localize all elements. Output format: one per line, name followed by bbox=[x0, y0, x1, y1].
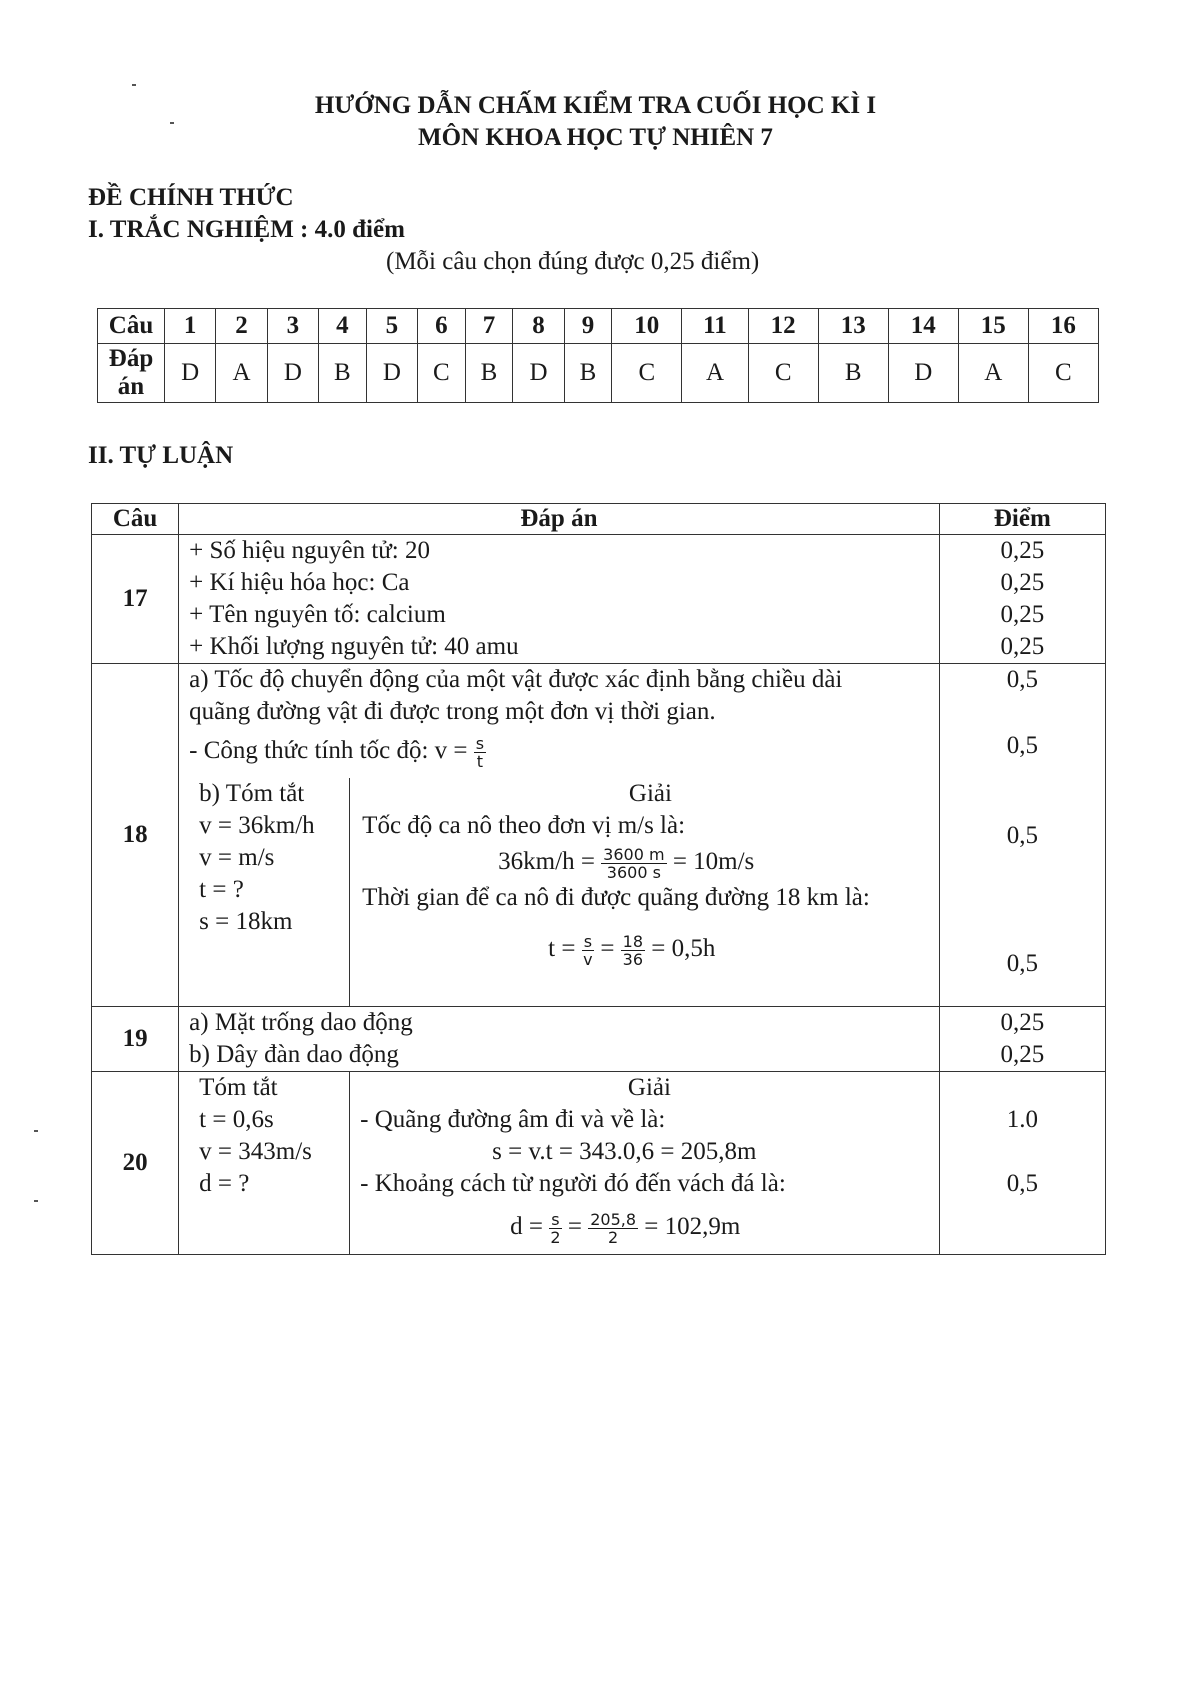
mcq-answer: A bbox=[682, 344, 748, 403]
mcq-answer: C bbox=[748, 344, 818, 403]
point-value: 0,5 bbox=[1006, 732, 1038, 759]
point-value: 0,5 bbox=[1006, 822, 1038, 849]
solution-title: Giải bbox=[627, 1074, 671, 1101]
equation-right: = 10m/s bbox=[672, 848, 755, 875]
points-cell-20 bbox=[939, 1072, 1105, 1255]
question-number: 17 bbox=[92, 535, 179, 664]
mcq-question-number: 7 bbox=[465, 309, 513, 344]
fraction-numerator: 205,8 bbox=[590, 1209, 637, 1229]
mcq-question-number: 10 bbox=[612, 309, 682, 344]
equation-left: d = bbox=[510, 1213, 544, 1240]
solution-title: Giải bbox=[628, 780, 672, 807]
mcq-question-number: 1 bbox=[165, 309, 216, 344]
equation-right: = 0,5h bbox=[651, 935, 716, 962]
equation-left: 36km/h = bbox=[498, 848, 595, 875]
q20-solution-layout bbox=[179, 1072, 939, 1254]
essay-row-20 bbox=[92, 1072, 1106, 1255]
equation-fraction bbox=[621, 933, 645, 968]
mcq-answer: D bbox=[267, 344, 318, 403]
answer-line: + Tên nguyên tố: calcium bbox=[189, 601, 446, 628]
equation-fraction bbox=[601, 846, 666, 881]
q20-summary bbox=[179, 1072, 350, 1254]
answer-line: + Số hiệu nguyên tử: 20 bbox=[189, 537, 431, 564]
summary-line: b) Tóm tắt bbox=[199, 780, 305, 807]
fraction-numerator: s bbox=[475, 733, 485, 753]
fraction-denominator: 3600 s bbox=[606, 862, 661, 882]
solution-line: Thời gian để ca nô đi được quãng đường 18 km là: bbox=[362, 884, 870, 911]
fraction-numerator: s bbox=[583, 931, 593, 951]
point-value: 0,25 bbox=[1000, 1041, 1045, 1068]
part1-heading: I. TRẮC NGHIỆM : 4.0 điểm bbox=[88, 216, 405, 243]
mcq-question-number: 15 bbox=[958, 309, 1028, 344]
fraction-denominator: 2 bbox=[608, 1227, 619, 1247]
solution-line: - Khoảng cách từ người đó đến vách đá là: bbox=[360, 1170, 786, 1197]
answer-line: a) Tốc độ chuyển động của một vật được xác định bằng chiều dài bbox=[189, 666, 843, 693]
mcq-question-number: 14 bbox=[888, 309, 958, 344]
mcq-answer: B bbox=[564, 344, 612, 403]
fraction-numerator: s bbox=[551, 1209, 560, 1229]
point-value: 0,25 bbox=[1000, 601, 1045, 628]
answer-line: quãng đường vật đi được trong một đơn vị thời gian. bbox=[189, 698, 716, 725]
essay-row-19 bbox=[92, 1007, 1106, 1072]
scan-speck bbox=[34, 1130, 38, 1132]
point-value: 0,5 bbox=[1006, 950, 1038, 977]
point-value: 1.0 bbox=[1006, 1106, 1038, 1133]
official-label: ĐỀ CHÍNH THỨC bbox=[88, 184, 294, 211]
part2-heading: II. TỰ LUẬN bbox=[88, 442, 234, 469]
mcq-question-number: 5 bbox=[366, 309, 417, 344]
part1-note: (Mỗi câu chọn đúng được 0,25 điểm) bbox=[386, 248, 760, 275]
equation-left: t = bbox=[548, 935, 576, 962]
equation-fraction bbox=[588, 1211, 638, 1246]
mcq-answer: D bbox=[888, 344, 958, 403]
solution-equation bbox=[360, 1200, 939, 1254]
points-cell-18 bbox=[939, 664, 1105, 1007]
q18-solution bbox=[350, 778, 939, 1006]
q18-summary bbox=[179, 778, 350, 1006]
question-number: 20 bbox=[92, 1072, 179, 1255]
col-answer-header: Đáp án bbox=[179, 504, 940, 535]
col-points-header: Điểm bbox=[939, 504, 1105, 535]
answer-cell-18 bbox=[179, 664, 940, 1007]
mcq-answer: C bbox=[612, 344, 682, 403]
summary-line: t = ? bbox=[199, 876, 244, 903]
solution-equation: s = v.t = 343.0,6 = 205,8m bbox=[492, 1138, 757, 1165]
solution-equation bbox=[362, 914, 939, 984]
doc-title-line2: MÔN KHOA HỌC TỰ NHIÊN 7 bbox=[418, 124, 773, 151]
solution-line: Tốc độ ca nô theo đơn vị m/s là: bbox=[362, 812, 686, 839]
fraction-numerator: 18 bbox=[622, 931, 644, 951]
scan-speck bbox=[132, 84, 136, 86]
mcq-question-number: 16 bbox=[1028, 309, 1098, 344]
answer-line: + Kí hiệu hóa học: Ca bbox=[189, 569, 410, 596]
mcq-question-number: 9 bbox=[564, 309, 612, 344]
speed-formula bbox=[189, 728, 939, 774]
mcq-question-number: 4 bbox=[319, 309, 367, 344]
fraction-denominator: 36 bbox=[622, 949, 644, 969]
mcq-row-label-answer bbox=[98, 344, 165, 403]
answer-cell-20 bbox=[179, 1072, 940, 1255]
points-cell-19 bbox=[939, 1007, 1105, 1072]
col-question-header: Câu bbox=[92, 504, 179, 535]
fraction-denominator: 2 bbox=[550, 1227, 561, 1247]
mcq-answer: B bbox=[818, 344, 888, 403]
question-number: 19 bbox=[92, 1007, 179, 1072]
mcq-answer: C bbox=[1028, 344, 1098, 403]
solution-line: - Quãng đường âm đi và về là: bbox=[360, 1106, 666, 1133]
mcq-answer: D bbox=[513, 344, 564, 403]
answer-cell-17 bbox=[179, 535, 940, 664]
mcq-question-number: 12 bbox=[748, 309, 818, 344]
point-value: 0,25 bbox=[1000, 1009, 1045, 1036]
point-value: 0,25 bbox=[1000, 537, 1045, 564]
question-number: 18 bbox=[92, 664, 179, 1007]
point-value: 0,25 bbox=[1000, 633, 1045, 660]
answer-line: b) Dây đàn dao động bbox=[189, 1041, 399, 1068]
mcq-answer: A bbox=[958, 344, 1028, 403]
point-value: 0,25 bbox=[1000, 569, 1045, 596]
mcq-answer: D bbox=[165, 344, 216, 403]
mcq-answer: B bbox=[319, 344, 367, 403]
fraction-numerator: 3600 m bbox=[603, 844, 665, 864]
equation-right: = 102,9m bbox=[644, 1213, 741, 1240]
mcq-answer: C bbox=[418, 344, 466, 403]
mcq-row-label-answer-line1: Đáp bbox=[108, 345, 154, 372]
mcq-question-number: 3 bbox=[267, 309, 318, 344]
essay-header-row bbox=[92, 504, 1106, 535]
mcq-answer-row bbox=[98, 344, 1099, 403]
summary-line: t = 0,6s bbox=[199, 1106, 274, 1133]
equation-fraction bbox=[582, 933, 594, 968]
fraction-denominator: v bbox=[583, 949, 593, 969]
mcq-question-number: 11 bbox=[682, 309, 748, 344]
summary-line: s = 18km bbox=[199, 908, 293, 935]
summary-line: v = 36km/h bbox=[199, 812, 315, 839]
equation-equals: = bbox=[600, 935, 615, 962]
essay-row-17 bbox=[92, 535, 1106, 664]
equation-equals: = bbox=[567, 1213, 582, 1240]
summary-line: Tóm tắt bbox=[199, 1074, 278, 1101]
summary-line: d = ? bbox=[199, 1170, 250, 1197]
fraction-denominator: t bbox=[476, 751, 484, 771]
mcq-question-row bbox=[98, 309, 1099, 344]
essay-answer-table bbox=[91, 503, 1106, 1255]
equation-fraction bbox=[549, 1211, 561, 1246]
formula-prefix: - Công thức tính tốc độ: v = bbox=[189, 737, 468, 764]
q18-solution-layout bbox=[179, 778, 939, 1006]
essay-row-18 bbox=[92, 664, 1106, 1007]
mcq-question-number: 13 bbox=[818, 309, 888, 344]
solution-equation bbox=[362, 842, 939, 882]
summary-line: v = m/s bbox=[199, 844, 275, 871]
scan-speck bbox=[34, 1200, 38, 1202]
mcq-answer-table bbox=[97, 308, 1099, 403]
point-value: 0,5 bbox=[1006, 1170, 1038, 1197]
mcq-answer: B bbox=[465, 344, 513, 403]
mcq-question-number: 8 bbox=[513, 309, 564, 344]
points-cell-17 bbox=[939, 535, 1105, 664]
point-value: 0,5 bbox=[1006, 666, 1038, 693]
answer-cell-19 bbox=[179, 1007, 940, 1072]
mcq-row-label-answer-line2: án bbox=[117, 373, 145, 400]
mcq-row-label-question: Câu bbox=[98, 309, 165, 344]
mcq-answer: D bbox=[366, 344, 417, 403]
q20-solution bbox=[350, 1072, 939, 1254]
mcq-question-number: 2 bbox=[216, 309, 267, 344]
answer-line: + Khối lượng nguyên tử: 40 amu bbox=[189, 633, 519, 660]
summary-line: v = 343m/s bbox=[199, 1138, 312, 1165]
formula-fraction bbox=[474, 735, 486, 770]
doc-title-line1: HƯỚNG DẪN CHẤM KIỂM TRA CUỐI HỌC KÌ I bbox=[314, 92, 877, 119]
mcq-answer: A bbox=[216, 344, 267, 403]
mcq-question-number: 6 bbox=[418, 309, 466, 344]
answer-line: a) Mặt trống dao động bbox=[189, 1009, 413, 1036]
